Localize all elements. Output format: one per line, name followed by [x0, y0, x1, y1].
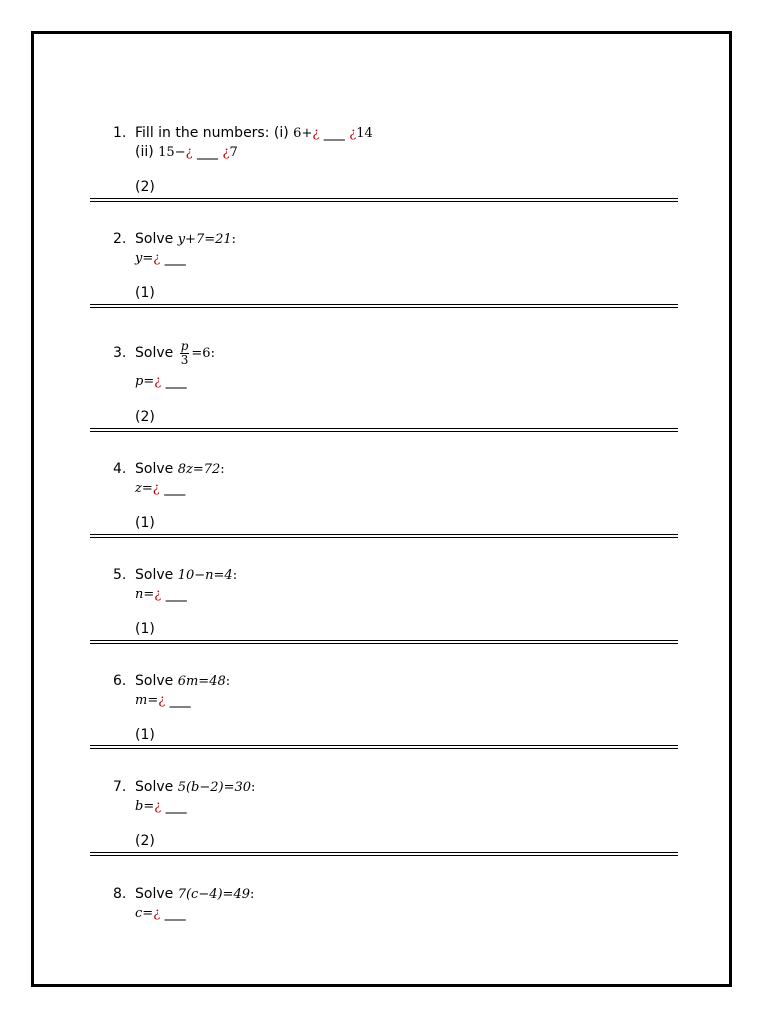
placeholder-glyph: ¿ — [312, 126, 320, 141]
question-prompt: Solve — [135, 886, 174, 902]
placeholder-glyph: ¿ — [222, 145, 230, 160]
question-number: 5. — [113, 567, 127, 583]
divider — [90, 304, 678, 308]
placeholder-glyph: ¿ — [154, 587, 162, 602]
answer-variable: c= — [135, 906, 154, 921]
equation: 5(b−2)=30 — [177, 780, 252, 795]
answer-blank: ___ — [165, 586, 187, 602]
placeholder-glyph: ¿ — [153, 906, 161, 921]
question-number: 4. — [113, 461, 127, 477]
equation: 8z=72 — [177, 462, 221, 477]
placeholder-glyph: ¿ — [185, 145, 193, 160]
answer-blank: ___ — [169, 692, 191, 708]
question-1-line-1 — [113, 124, 373, 143]
equation: y+7=21 — [177, 232, 232, 247]
expression: 14 — [356, 126, 373, 141]
question-prompt: Solve — [135, 231, 174, 247]
placeholder-glyph: ¿ — [153, 251, 161, 266]
answer-variable: p= — [135, 374, 155, 389]
placeholder-glyph: ¿ — [152, 481, 160, 496]
placeholder-glyph: ¿ — [349, 126, 357, 141]
marks: (2) — [135, 179, 155, 195]
answer-variable: n= — [135, 587, 155, 602]
answer-blank: ___ — [197, 144, 219, 160]
equation: 10−n=4 — [177, 568, 233, 583]
answer-blank: ___ — [164, 250, 186, 266]
marks: (1) — [135, 285, 155, 301]
answer-blank: ___ — [164, 480, 186, 496]
equation: 7(c−4)=49 — [177, 887, 250, 902]
equation: =6 — [191, 346, 211, 361]
placeholder-glyph: ¿ — [158, 693, 166, 708]
answer-variable: m= — [135, 693, 159, 708]
answer-variable: b= — [135, 799, 155, 814]
question-prompt: Solve — [135, 461, 174, 477]
marks: (2) — [135, 409, 155, 425]
question-prompt: Solve — [135, 345, 174, 361]
question-1-line-2 — [135, 143, 238, 162]
answer-blank: ___ — [165, 798, 187, 814]
question-number: 1. — [113, 125, 127, 141]
question-number: 7. — [113, 779, 127, 795]
marks: (1) — [135, 515, 155, 531]
expression: 6+ — [293, 126, 313, 141]
answer-blank: ___ — [323, 125, 345, 141]
fraction-numerator: p — [180, 338, 189, 353]
answer-blank: ___ — [165, 373, 187, 389]
divider — [90, 745, 678, 749]
question-number: 3. — [113, 345, 127, 361]
answer-variable: z= — [135, 481, 153, 496]
expression: 7 — [229, 145, 238, 160]
placeholder-glyph: ¿ — [154, 374, 162, 389]
divider — [90, 534, 678, 538]
divider — [90, 640, 678, 644]
question-prompt: Solve — [135, 673, 174, 689]
question-number: 6. — [113, 673, 127, 689]
question-number: 8. — [113, 886, 127, 902]
answer-blank: ___ — [164, 905, 186, 921]
question-prompt: Fill in the numbers: (i) — [135, 125, 289, 141]
divider — [90, 198, 678, 202]
marks: (1) — [135, 727, 155, 743]
divider — [90, 852, 678, 856]
question-number: 2. — [113, 231, 127, 247]
answer-variable: y= — [135, 251, 154, 266]
marks: (2) — [135, 833, 155, 849]
expression: 15− — [158, 145, 186, 160]
fraction — [180, 340, 190, 367]
question-prompt: Solve — [135, 567, 174, 583]
equation: 6m=48 — [177, 674, 226, 689]
marks: (1) — [135, 621, 155, 637]
divider — [90, 428, 678, 432]
fraction-denominator: 3 — [180, 352, 189, 367]
question-prompt: Solve — [135, 779, 174, 795]
part-label: (ii) — [135, 144, 154, 160]
placeholder-glyph: ¿ — [154, 799, 162, 814]
